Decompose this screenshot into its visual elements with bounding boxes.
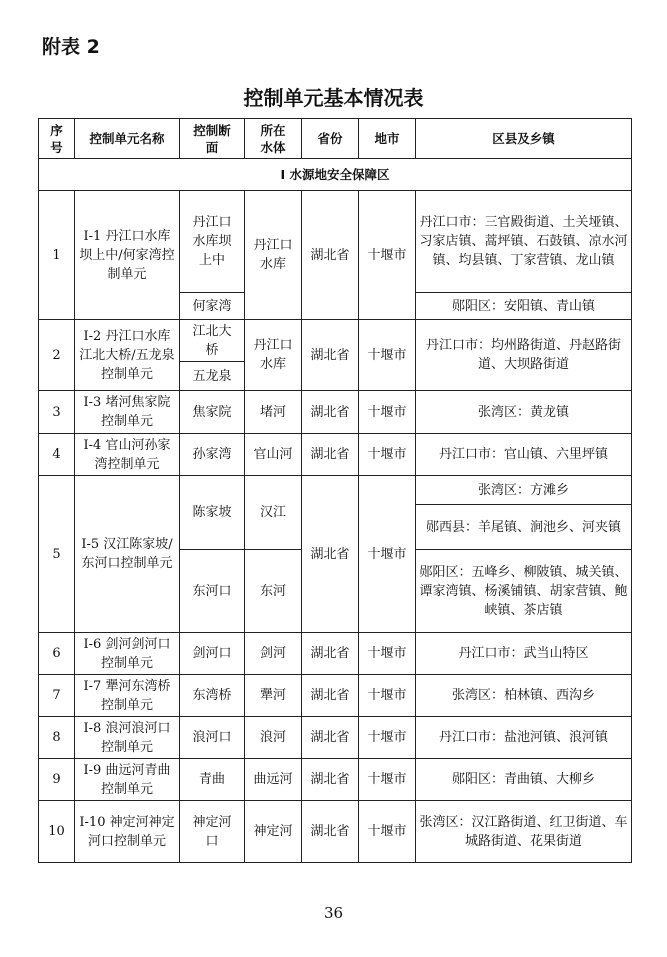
row-unit-name: Ⅰ-3 堵河焦家院控制单元: [75, 391, 180, 434]
row-city: 十堰市: [359, 633, 416, 675]
header-unit-name: 控制单元名称: [75, 119, 180, 159]
row-towns: 郧阳区：青曲镇、大柳乡: [416, 759, 632, 801]
row-unit-name: Ⅰ-1 丹江口水库坝上中/何家湾控制单元: [75, 191, 180, 320]
header-section: 控制断面: [180, 119, 245, 159]
page-number: 36: [323, 904, 344, 922]
row-water-body: 汉江: [245, 476, 302, 550]
row-seq: 5: [39, 476, 75, 633]
row-province: 湖北省: [302, 801, 359, 863]
table-row: [39, 320, 632, 362]
control-unit-table: [38, 118, 632, 863]
row-towns: 丹江口市：均州路街道、丹赵路街道、大坝路街道: [416, 320, 632, 391]
row-towns: 郧西县：羊尾镇、涧池乡、河夹镇: [416, 505, 632, 550]
row-water-body: 浪河: [245, 717, 302, 759]
row-unit-name: Ⅰ-7 犟河东湾桥控制单元: [75, 675, 180, 717]
row-province: 湖北省: [302, 191, 359, 320]
row-city: 十堰市: [359, 717, 416, 759]
row-seq: 3: [39, 391, 75, 434]
row-city: 十堰市: [359, 476, 416, 633]
header-province: 省份: [302, 119, 359, 159]
row-section: 陈家坡: [180, 476, 245, 550]
row-section: 何家湾: [180, 293, 245, 320]
row-water-body: 丹江口水库: [245, 320, 302, 391]
row-unit-name: Ⅰ-6 剑河剑河口控制单元: [75, 633, 180, 675]
table-row: [39, 434, 632, 476]
row-seq: 10: [39, 801, 75, 863]
row-towns: 丹江口市：官山镇、六里坪镇: [416, 434, 632, 476]
row-city: 十堰市: [359, 759, 416, 801]
row-city: 十堰市: [359, 675, 416, 717]
table-title: 控制单元基本情况表: [243, 86, 424, 110]
table-row: [39, 717, 632, 759]
section-row: [39, 159, 632, 191]
row-seq: 8: [39, 717, 75, 759]
row-towns: 张湾区：方滩乡: [416, 476, 632, 505]
row-unit-name: Ⅰ-10 神定河神定河口控制单元: [75, 801, 180, 863]
row-towns: 丹江口市：三官殿街道、土关垭镇、习家店镇、蒿坪镇、石鼓镇、凉水河镇、均县镇、丁家营镇、龙山镇: [416, 191, 632, 293]
row-city: 十堰市: [359, 320, 416, 391]
row-section: 丹江口水库坝上中: [180, 191, 245, 293]
row-city: 十堰市: [359, 434, 416, 476]
row-province: 湖北省: [302, 391, 359, 434]
row-seq: 2: [39, 320, 75, 391]
table-row: [39, 759, 632, 801]
header-city: 地市: [359, 119, 416, 159]
row-province: 湖北省: [302, 476, 359, 633]
row-section: 青曲: [180, 759, 245, 801]
row-seq: 6: [39, 633, 75, 675]
row-city: 十堰市: [359, 191, 416, 320]
row-water-body: 神定河: [245, 801, 302, 863]
row-water-body: 丹江口水库: [245, 191, 302, 320]
row-province: 湖北省: [302, 320, 359, 391]
header-seq: 序号: [39, 119, 75, 159]
row-section: 江北大桥: [180, 320, 245, 362]
row-section: 孙家湾: [180, 434, 245, 476]
row-city: 十堰市: [359, 391, 416, 434]
row-city: 十堰市: [359, 801, 416, 863]
row-province: 湖北省: [302, 675, 359, 717]
row-unit-name: Ⅰ-9 曲远河青曲控制单元: [75, 759, 180, 801]
row-unit-name: Ⅰ-5 汉江陈家坡/东河口控制单元: [75, 476, 180, 633]
row-towns: 张湾区：黄龙镇: [416, 391, 632, 434]
row-section: 五龙泉: [180, 362, 245, 391]
row-water-body: 曲远河: [245, 759, 302, 801]
row-water-body: 犟河: [245, 675, 302, 717]
table-row: [39, 191, 632, 293]
row-province: 湖北省: [302, 759, 359, 801]
row-province: 湖北省: [302, 434, 359, 476]
row-section: 东湾桥: [180, 675, 245, 717]
header-row: [39, 119, 632, 159]
header-water-body: 所在水体: [245, 119, 302, 159]
row-province: 湖北省: [302, 717, 359, 759]
table-row: [39, 675, 632, 717]
row-section: 剑河口: [180, 633, 245, 675]
table-row: [39, 391, 632, 434]
header-towns: 区县及乡镇: [416, 119, 632, 159]
row-unit-name: Ⅰ-4 官山河孙家湾控制单元: [75, 434, 180, 476]
section-title: Ⅰ 水源地安全保障区: [39, 159, 632, 191]
row-towns: 郧阳区：安阳镇、青山镇: [416, 293, 632, 320]
row-section: 神定河口: [180, 801, 245, 863]
table-row: [39, 476, 632, 505]
row-water-body: 官山河: [245, 434, 302, 476]
row-water-body: 堵河: [245, 391, 302, 434]
row-towns: 郧阳区：五峰乡、柳陂镇、城关镇、谭家湾镇、杨溪铺镇、胡家营镇、鲍峡镇、茶店镇: [416, 550, 632, 633]
table-row: [39, 633, 632, 675]
row-unit-name: Ⅰ-8 浪河浪河口控制单元: [75, 717, 180, 759]
row-seq: 7: [39, 675, 75, 717]
row-towns: 张湾区：柏林镇、西沟乡: [416, 675, 632, 717]
row-water-body: 东河: [245, 550, 302, 633]
row-seq: 4: [39, 434, 75, 476]
row-seq: 1: [39, 191, 75, 320]
row-section: 浪河口: [180, 717, 245, 759]
row-towns: 丹江口市：盐池河镇、浪河镇: [416, 717, 632, 759]
row-section: 焦家院: [180, 391, 245, 434]
row-towns: 丹江口市：武当山特区: [416, 633, 632, 675]
row-water-body: 剑河: [245, 633, 302, 675]
row-province: 湖北省: [302, 633, 359, 675]
appendix-label: 附表 2: [42, 36, 100, 58]
row-seq: 9: [39, 759, 75, 801]
row-unit-name: Ⅰ-2 丹江口水库江北大桥/五龙泉控制单元: [75, 320, 180, 391]
table-row: [39, 801, 632, 863]
row-section: 东河口: [180, 550, 245, 633]
row-towns: 张湾区：汉江路街道、红卫街道、车城路街道、花果街道: [416, 801, 632, 863]
